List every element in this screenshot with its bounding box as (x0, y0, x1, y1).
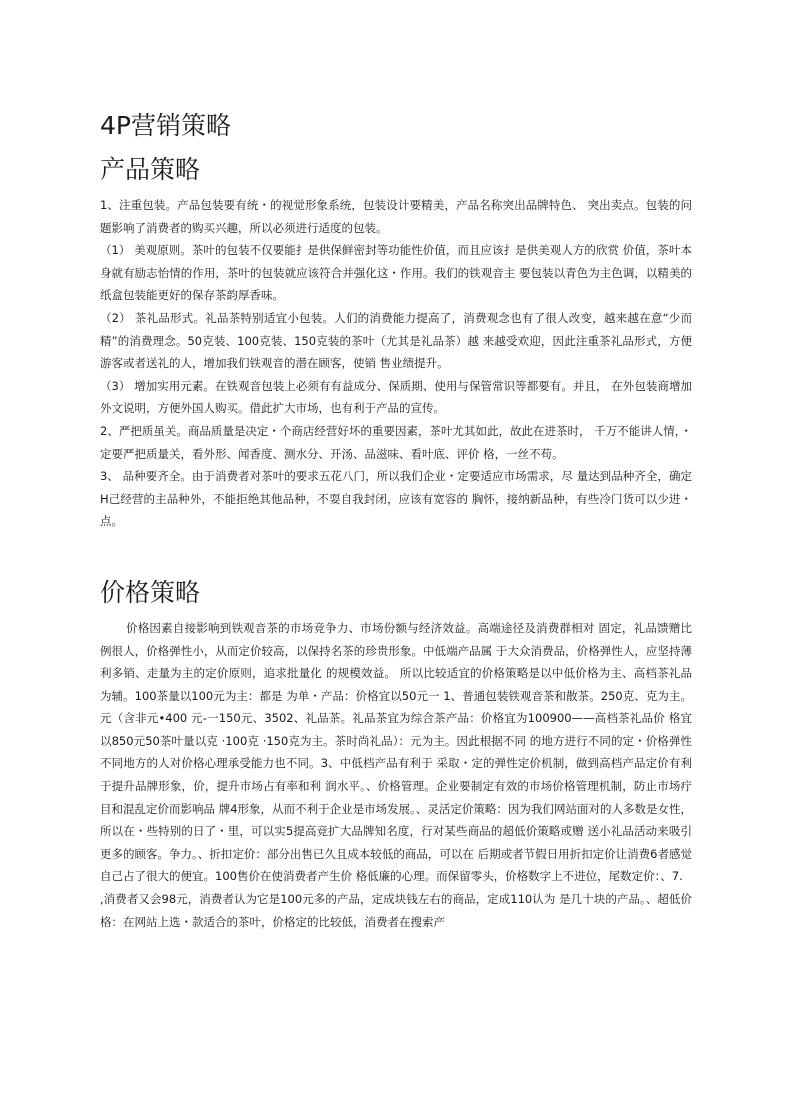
paragraph-price-continued: ,消费者又会98元，消费者认为它是100元多的产品，定成块钱左右的商品，定成110认为 是几十块的产品。、超低价格：在网站上选・款适合的茶叶，价格定的比较低，消费者在搜索产 (100, 892, 692, 929)
document-body (100, 108, 692, 933)
document-title: 4P营销策略 (100, 111, 231, 140)
paragraph-variety: 3、 品种要齐全。由于消费者对茶叶的要求五花八门，所以我们企业・定要适应市场需求，尽 量达到品种齐全，确定H己经营的主品种外，不能拒绝其他品种，不耍自我封闭，应该有宽容的 胸怀，接纳新品种，有些冷门货可以少进・点。 (100, 469, 692, 529)
paragraph-practical-elements: （3） 增加实用元素。在铁观音包装上必须有有益成分、保质期、使用与保管常识等都要有。并且， 在外包装商增加外文说明，方便外国人购买。借此扩大市场，也有利于产品的宣传。 (100, 378, 692, 416)
price-strategy-heading: 价格策略 (100, 577, 201, 607)
paragraph-quality-control: 2、严把质虽关。商品质量是决定・个商店经营好坏的重要因素，茶叶尤其如此，故此在进茶时， 千万不能讲人情，・定要严把质量关，看外形、闻香度、测水分、开汤、品滋味、看叶底、评价 格，一丝不苟。 (100, 423, 692, 461)
paragraph-aesthetic-principle: （1） 美观原则。茶叶的包装不仅要能扌是供保鲜密封等功能性价值，而且应该扌是供美观人方的欣赏 价值，茶叶本身就有励志怡情的作用，茶叶的包装就应该符合并强化这・作用。我们的铁观音主 要包装以青色为主色调，以精美的纸盒包装能更好的保存茶韵厚香味。 (100, 243, 692, 303)
paragraph-packaging: 1、注重包装。产品包装要有统・的视觉形象系统，包装设计要精美，产品名称突出品牌特色、 突出卖点。包装的问题影响了消费者的购买兴趣，所以必须进行适度的包装。 (100, 198, 692, 235)
paragraph-price-body: 价格因素自接影响到铁观音茶的市场竞争力、市场份额与经济效益。高端途径及消费群相对 固定，礼品馈赠比例很人，价格弹性小，从而定价较高，以保持名茶的珍贵形象。中低端产品属 于大众消费品，价格弹性人，应坚持薄利多销、走量为主的定价原则，追求批量化 的规模效益。 所以比较适宜的价格策略是以中低价格为主、高档茶礼品为辅。100茶量以100元为主：都是 为单・产品：价格宜以50元一 1、普通包装铁观音茶和散茶。250克、克为主。元（含非元•400 元-一150元、3502、礼品茶。礼品茶宜为综合茶产品：价格宜为100900——高档茶礼品价 格宜以850元50茶叶量以克 ·100克 ·150克为主。茶时尚礼品）：元为主。因此根据不同 的地方进行不同的定・价格弹性不同地方的人对价格心理承受能力也不同。3、中低档产品有利于 采取・定的弹性定价机制，做到高档产品定价有利于提升品牌形象，价，提升市场占有率和利 润水平。、价格管理。企业要制定有效的市场价格管理机制，防止市场疔目和混乱定价而影响品 牌4形象，从而不利于企业是市场发展。、灵活定价策略：因为我们网站面对的人多数是女性， 所以在・些特别的日了・里，可以实5提高竞扩大品牌知名度，行对某些商品的超低价策略或赠 送小礼品活动来吸引更多的顾客。争力。、折扣定价：部分出售已久且成本较低的商品，可以在 后期或者节假日用折扣定价让消费6者感觉自己占了很大的便宜。100售价在使消费者产生价 格低廉的心理。而保留零头，价格数字上不进位，尾数定价：、7. (100, 620, 692, 884)
product-strategy-heading: 产品策略 (100, 155, 201, 184)
paragraph-gift-form: （2） 茶礼品形式。礼品茶特别适宜小包装。人们的消费能力提高了，消费观念也有了很人改变，越来越在意“少而精”的消费理念。50克装、100克装、150克装的茶叶（尤其是礼品茶）越 来越受欢迎，因此注重茶礼品形式，方便游客或者送礼的人，增加我们铁观音的潜在顾客，使销 售业绩提升。 (100, 310, 692, 371)
